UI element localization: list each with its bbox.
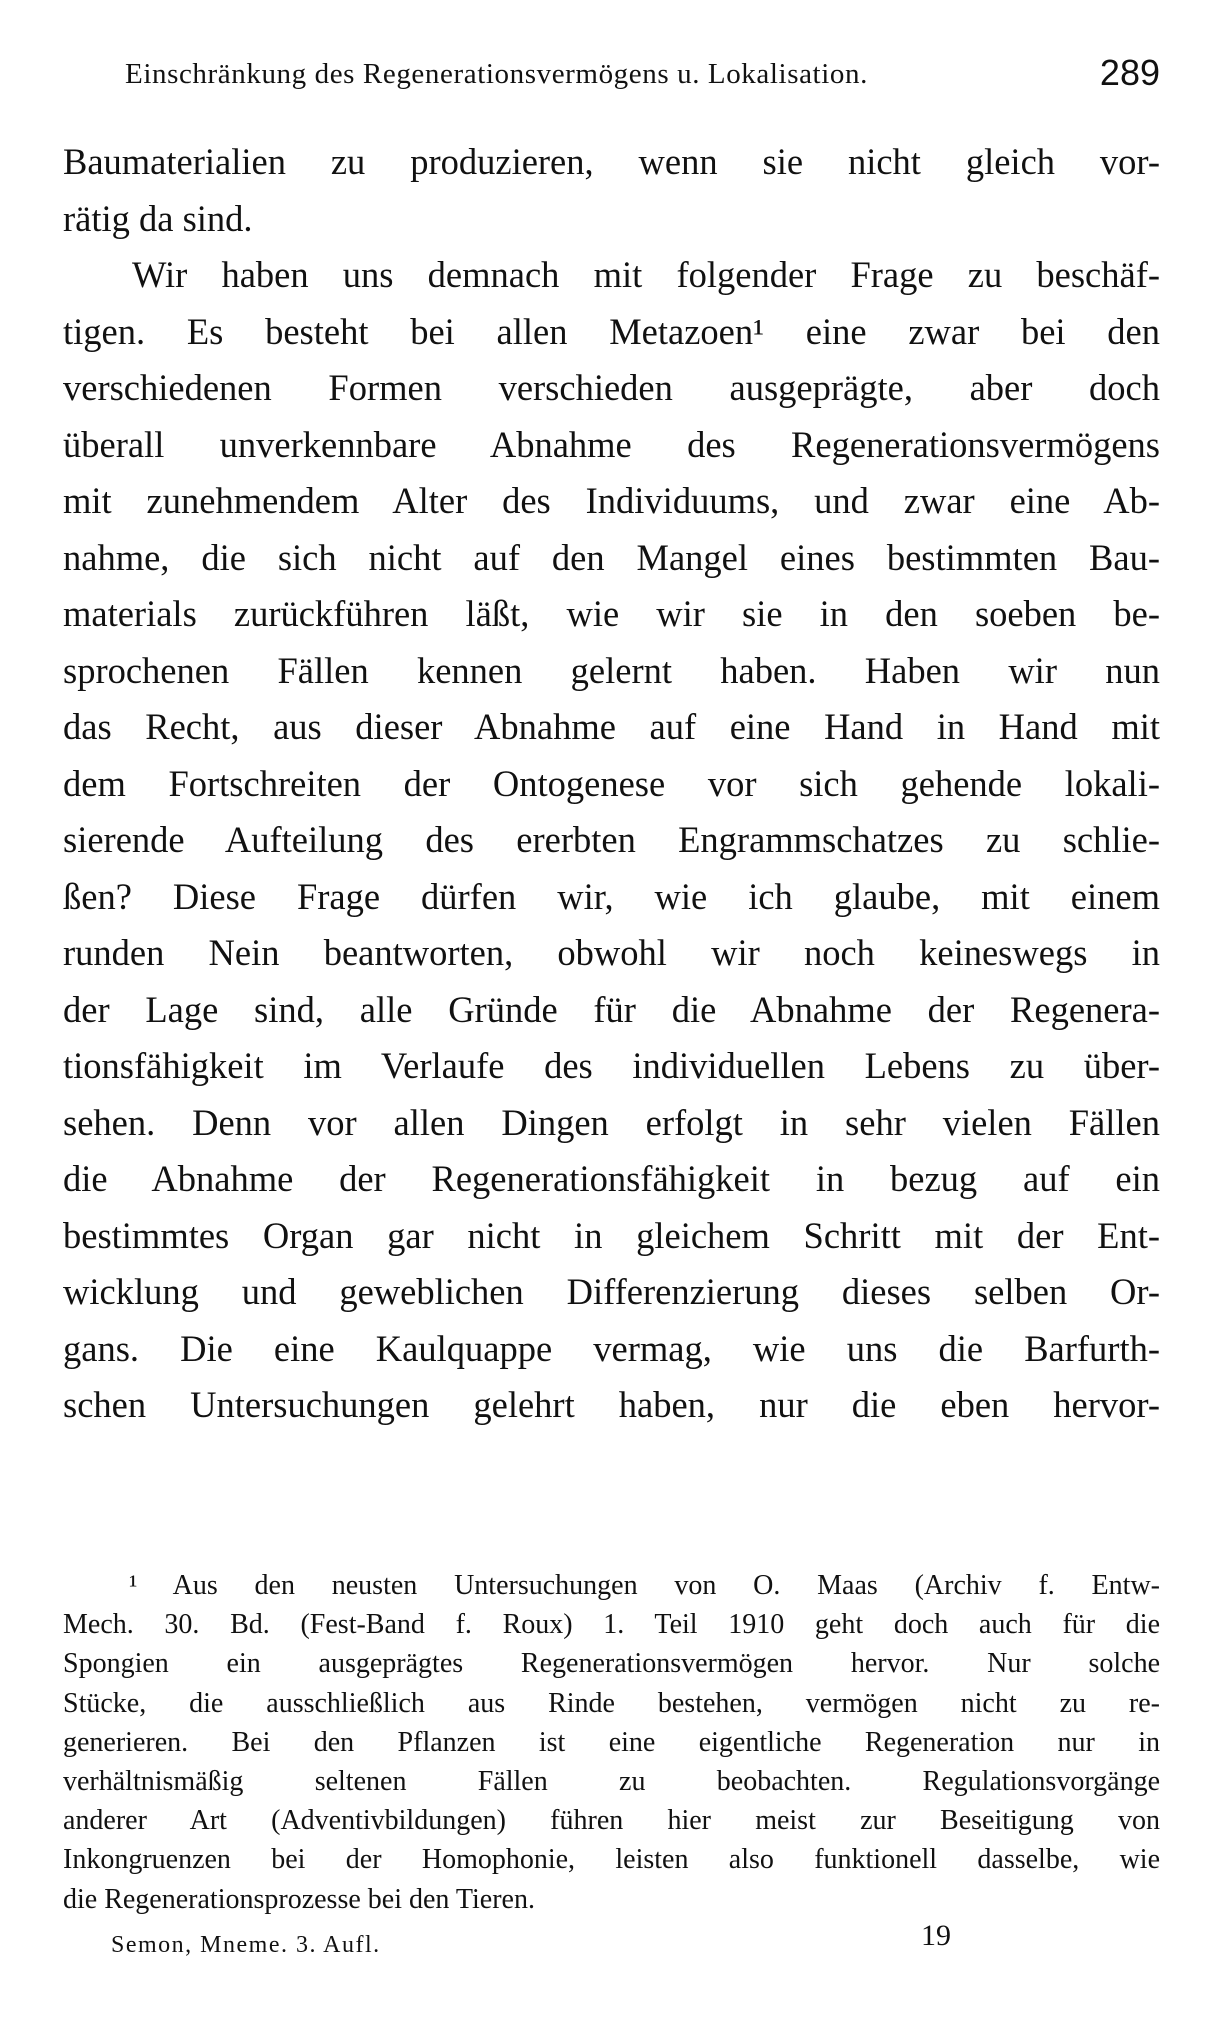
body-line: schen Untersuchungen gelehrt haben, nur die eben hervor- <box>63 1384 1160 1425</box>
running-head <box>125 52 1160 108</box>
body-line: sierende Aufteilung des ererbten Engrammschatzes zu schlie- <box>63 819 1160 860</box>
footnote-line: Spongien ein ausgeprägtes Regenerationsvermögen hervor. Nur solche <box>63 1648 1160 1680</box>
body-line: ßen? Diese Frage dürfen wir, wie ich glaube, mit einem <box>63 875 1160 917</box>
body-line: das Recht, aus dieser Abnahme auf eine Hand in Hand mit <box>63 706 1160 747</box>
footnote-line: die Regenerationsprozesse bei den Tieren. <box>63 1883 535 1915</box>
body-text <box>63 134 1160 1434</box>
body-line: runden Nein beantworten, obwohl wir noch keineswegs in <box>63 932 1160 973</box>
body-line: tionsfähigkeit im Verlaufe des individuellen Lebens zu über- <box>63 1045 1160 1086</box>
sheet-number: 19 <box>921 1919 951 1952</box>
footnote-line: anderer Art (Adventivbildungen) führen hier meist zur Beseitigung von <box>63 1805 1160 1837</box>
body-line: sprochenen Fällen kennen gelernt haben. Haben wir nun <box>63 649 1160 691</box>
body-line: dem Fortschreiten der Ontogenese vor sich gehende lokali- <box>63 762 1160 804</box>
footnote-line: Inkongruenzen bei der Homophonie, leisten also funktionell dasselbe, wie <box>63 1844 1160 1876</box>
body-line: bestimmtes Organ gar nicht in gleichem Schritt mit der Ent- <box>63 1214 1160 1256</box>
footnote-line: Stücke, die ausschließlich aus Rinde bestehen, vermögen nicht zu re- <box>63 1687 1160 1719</box>
body-line: die Abnahme der Regenerationsfähigkeit in bezug auf ein <box>63 1158 1160 1199</box>
page-number: 289 <box>1099 52 1160 93</box>
footnote-line: Mech. 30. Bd. (Fest-Band f. Roux) 1. Teil 1910 geht doch auch für die <box>63 1609 1160 1641</box>
body-line: nahme, die sich nicht auf den Mangel eines bestimmten Bau- <box>63 536 1160 578</box>
body-line: wicklung und geweblichen Differenzierung dieses selben Or- <box>63 1271 1160 1312</box>
body-line: sehen. Denn vor allen Dingen erfolgt in sehr vielen Fällen <box>63 1101 1160 1143</box>
signature-mark: Semon, Mneme. 3. Aufl. <box>111 1932 381 1958</box>
footnote-line: ¹ Aus den neusten Untersuchungen von O. Maas (Archiv f. Entw- <box>129 1570 1160 1601</box>
body-line: verschiedenen Formen verschieden ausgeprägte, aber doch <box>63 367 1160 408</box>
body-line: Wir haben uns demnach mit folgender Frage zu beschäf- <box>132 254 1160 295</box>
body-line: tigen. Es besteht bei allen Metazoen¹ eine zwar bei den <box>63 310 1160 352</box>
body-line: materials zurückführen läßt, wie wir sie in den soeben be- <box>63 593 1160 634</box>
body-line: Baumaterialien zu produzieren, wenn sie nicht gleich vor- <box>63 141 1160 182</box>
body-line: der Lage sind, alle Gründe für die Abnahme der Regenera- <box>63 988 1160 1030</box>
running-title: Einschränkung des Regenerationsvermögens u. Lokalisation. <box>125 58 868 90</box>
body-line: überall unverkennbare Abnahme des Regenerationsvermögens <box>63 423 1160 465</box>
footnote-line: generieren. Bei den Pflanzen ist eine eigentliche Regeneration nur in <box>63 1726 1160 1758</box>
body-line: rätig da sind. <box>63 197 253 239</box>
body-line: gans. Die eine Kaulquappe vermag, wie uns die Barfurth- <box>63 1327 1160 1369</box>
footnote-line: verhältnismäßig seltenen Fällen zu beobachten. Regulationsvorgänge <box>63 1765 1160 1797</box>
body-line: mit zunehmendem Alter des Individuums, und zwar eine Ab- <box>63 480 1160 521</box>
footnotes <box>63 1566 1160 1919</box>
